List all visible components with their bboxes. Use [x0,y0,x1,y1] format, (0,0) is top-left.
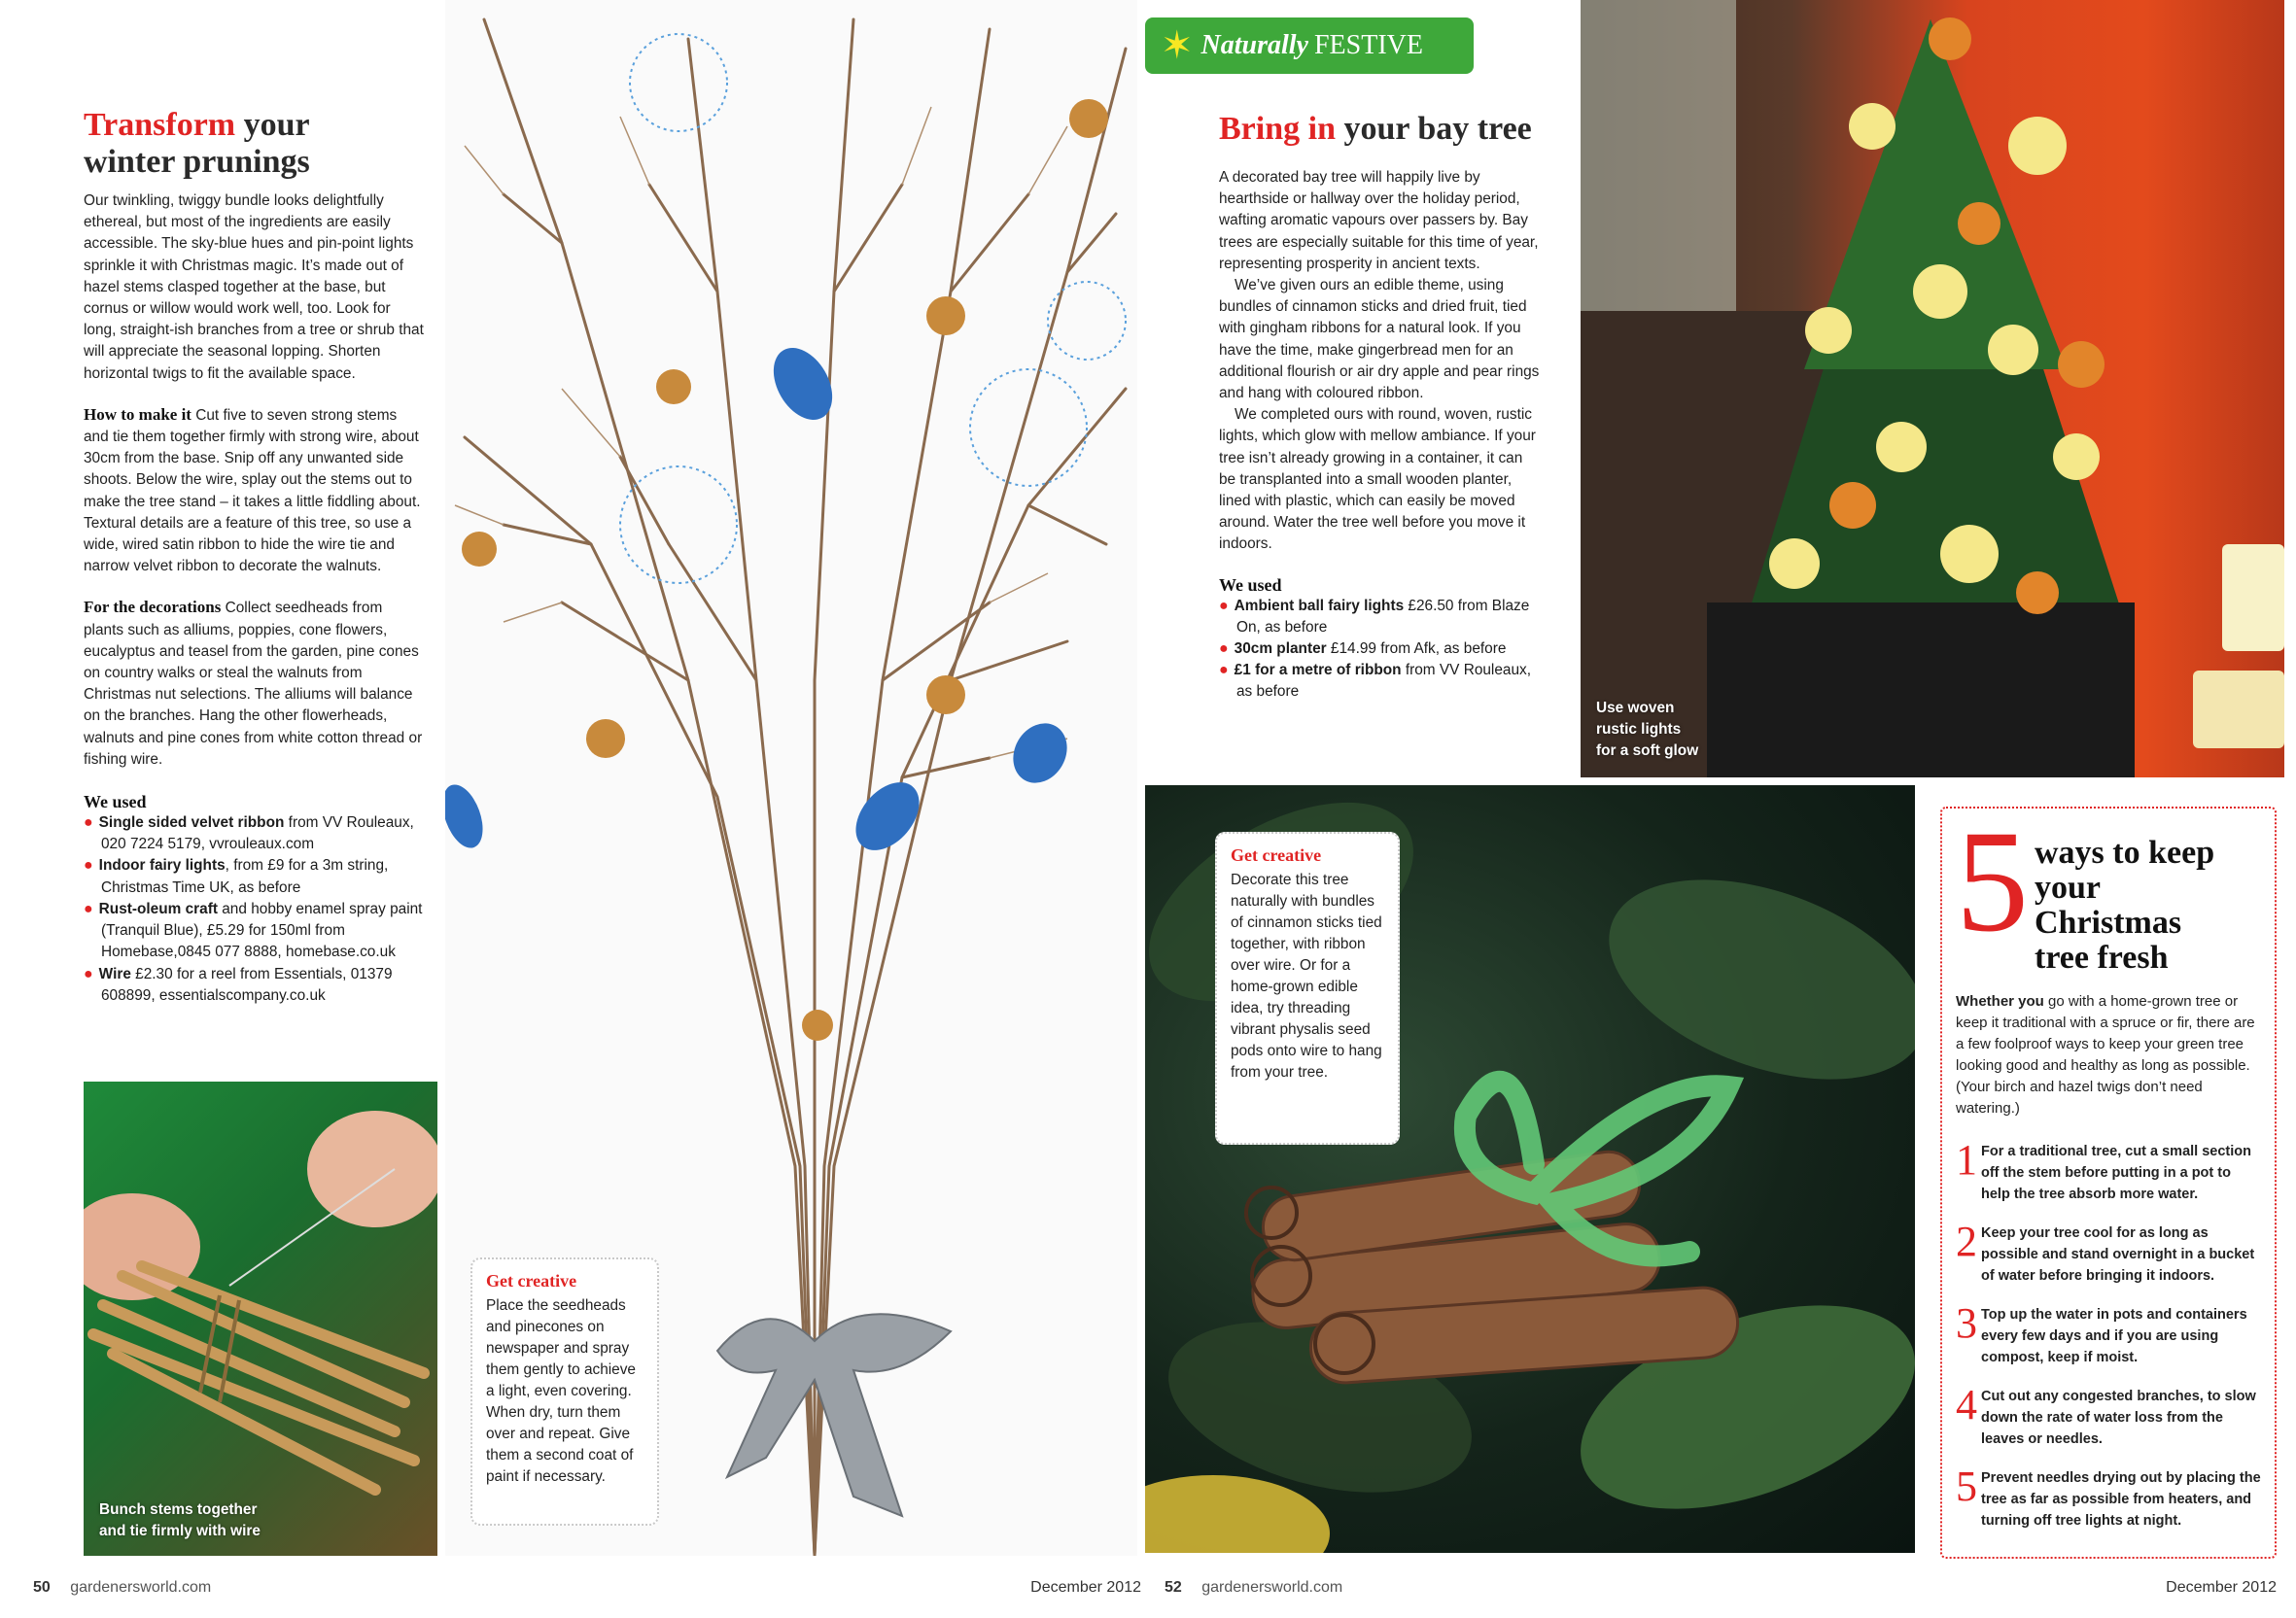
get-creative-box-left [470,1257,659,1526]
list-item: ● 30cm planter £14.99 from Afk, as before [1219,640,1507,658]
tip-item: 2 Keep your tree cool for as long as possible and stand overnight in a bucket of water before bringing it indoors. [1956,1218,2255,1284]
transform-heading: Transform your winter prunings [84,107,310,180]
we-used-list-right [1219,575,1540,704]
bay-tree-article [1219,111,1540,704]
footer-right [1165,1579,2277,1602]
big-number: 5 [1956,801,2029,962]
transform-intro: Our twinkling, twiggy bundle looks delightfully ethereal, but most of the ingredients are easily accessible. The sky-blue hues and pin-point lights sprinkle it with Christmas magic. It’s made out of hazel stems clasped together at the base, but cornus or willow would work well, too. Look for long, straight-ish branches from a tree or shrub that will appreciate the seasonal lopping. Shorten horizontal twigs to fit the available space. [84,192,424,382]
bullet-icon: ● [84,900,93,917]
tips-list [1956,1136,2261,1532]
get-creative-title: Get creative [486,1271,577,1291]
date-right: December 2012 [2166,1579,2277,1596]
bay-tree-photo-caption: Use woven rustic lights for a soft glow [1596,700,1699,759]
list-item: ● Ambient ball fairy lights £26.50 from Blaze On, as before [1219,597,1530,636]
page-number-left: 50 [33,1579,51,1596]
how-to-subhead: How to make it [84,404,191,424]
transform-article [84,107,426,1007]
site-url-right: gardenersworld.com [1201,1579,1343,1596]
five-ways-intro: Whether you go with a home-grown tree or keep it traditional with a spruce or fir, there are a few foolproof ways to keep your green tree looking good and healthy as long as possible. (Your birch and hazel twigs don’t need watering.) [1956,993,2255,1117]
bullet-icon: ● [1219,597,1229,614]
bay-body: A decorated bay tree will happily live by hearthside or hallway over the holiday period, wafting aromatic vapours over passers by. Bay trees are especially suitable for this time of year, representing prosperity in ancient texts. We’ve given ours an edible theme, using bundles of cinnamon sticks and dried fruit, tied with gingham ribbons for a natural look. If you have the time, make gingerbread men for an additional flourish or air dry apple and pear rings and hang with coloured ribbon. We completed ours with round, woven, rustic lights, which glow with mellow ambiance. If your tree isn’t already growing in a container, it can be transplanted into a small wooden planter, lined with plastic, which can easily be moved around. Water the tree well before you move it indoors. [1219,169,1540,553]
five-ways-title: ways to keep your Christmas tree fresh [2035,835,2215,976]
tip-item: 1 For a traditional tree, cut a small section off the stem before putting in a pot to help the tree absorb more water. [1956,1136,2251,1202]
bullet-icon: ● [84,857,93,875]
bullet-icon: ● [1219,640,1229,658]
get-creative-text: Decorate this tree naturally with bundles of cinnamon sticks tied together, with ribbon over wire. Or for a home-grown edible idea, try threading vibrant physalis seed pods onto wire to hang from your tree. [1231,872,1382,1081]
hands-tying-stems-photo [84,1082,437,1556]
how-to-paragraph: How to make it Cut five to seven strong stems and tie them together firmly with strong wire, about 30cm from the base. Snip off any unwanted side shoots. Below the wire, splay out the stems out to make the tree stand – it takes a little fiddling about. Textural details are a feature of this tree, so use a wide, wired satin ribbon to hide the wire tie and narrow velvet ribbon to decorate the walnuts. [84,404,421,575]
footer-left [33,1579,1141,1602]
bay-tree-illustration [1581,0,2284,777]
bullet-icon: ● [84,965,93,982]
bay-heading: Bring in your bay tree [1219,111,1532,147]
date-left: December 2012 [1030,1579,1141,1596]
list-item: ● Wire £2.30 for a reel from Essentials, 01379 608899, essentialscompany.co.uk [84,965,393,1004]
bullet-icon: ● [1219,662,1229,679]
bullet-icon: ● [84,814,93,832]
list-item: ● Indoor fairy lights, from £9 for a 3m string, Christmas Time UK, as before [84,857,389,896]
five-ways-box [1940,801,2277,1559]
hands-illustration [84,1082,437,1556]
get-creative-box-right [1215,832,1400,1145]
page-number-right: 52 [1165,1579,1182,1596]
heading-highlight: Transform [84,107,236,143]
tip-item: 4 Cut out any congested branches, to slow down the rate of water loss from the leaves or needles. [1956,1381,2256,1447]
we-used-list-left [84,792,426,1007]
tip-item: 5 Prevent needles drying out by placing the tree as far as possible from heaters, and turning off tree lights at night. [1956,1463,2261,1529]
star-icon: ✶ [1161,24,1194,67]
decorations-paragraph: For the decorations Collect seedheads from plants such as alliums, poppies, cone flowers, eucalyptus and teasel from the garden, pine cones on country walks or steal the walnuts from Christmas nut selections. The alliums will balance on the branches. Hang the other flowerheads, walnuts and pine cones from white cotton thread or fishing wire. [84,598,423,768]
we-used-title: We used [84,792,147,812]
list-item: ● £1 for a metre of ribbon from VV Rouleaux, as before [1219,662,1532,701]
five-ways-header [1956,801,2261,976]
naturally-festive-badge: ✶ Naturally FESTIVE [1145,17,1474,74]
hands-photo-caption: Bunch stems together and tie firmly with wire [99,1501,261,1539]
get-creative-title: Get creative [1231,845,1322,865]
list-item: ● Rust-oleum craft and hobby enamel spray paint (Tranquil Blue), £5.29 for 150ml from Homebase,0845 077 8888, homebase.co.uk [84,900,423,961]
site-url-left: gardenersworld.com [70,1579,212,1596]
list-item: ● Single sided velvet ribbon from VV Rouleaux, 020 7224 5179, vvrouleaux.com [84,814,414,853]
decorations-subhead: For the decorations [84,598,222,617]
we-used-title: We used [1219,574,1282,595]
tip-item: 3 Top up the water in pots and containers every few days and if you are using compost, keep if moist. [1956,1299,2247,1365]
bay-tree-photo [1581,0,2284,777]
get-creative-text: Place the seedheads and pinecones on newspaper and spray them gently to achieve a light, even covering. When dry, turn them over and repeat. Give them a second coat of paint if necessary. [486,1297,636,1485]
